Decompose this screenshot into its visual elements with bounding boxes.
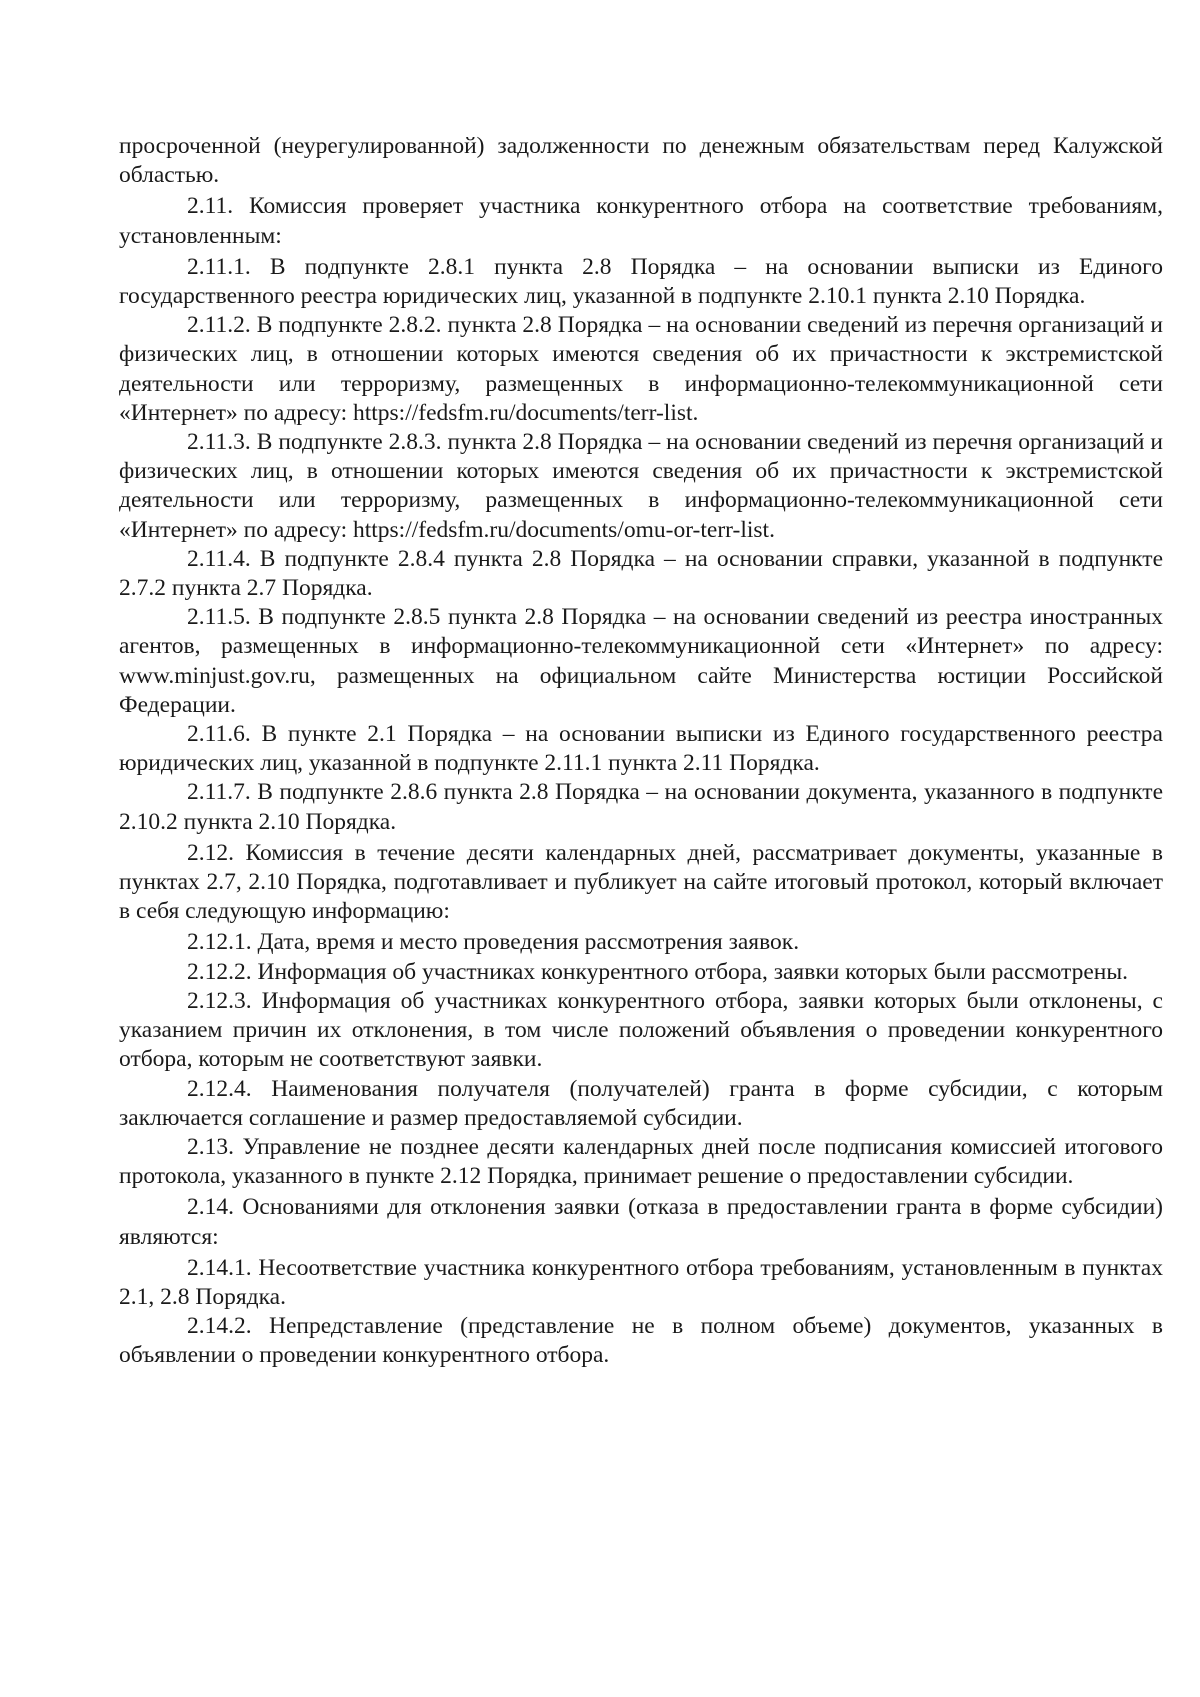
paragraph-2-11-5: 2.11.5. В подпункте 2.8.5 пункта 2.8 Порядка – на основании сведений из реестра иностранных агентов, размещенных в информационно-телекоммуникационной сети «Интернет» по адресу: www.minjust.gov.ru, размещенных на официальном сайте Министерства юстиции Российской Федерации. <box>119 604 1163 718</box>
paragraph-continuation: просроченной (неурегулированной) задолженности по денежным обязательствам перед Калужской областью. <box>119 133 1163 189</box>
paragraph-2-11-6: 2.11.6. В пункте 2.1 Порядка – на основании выписки из Единого государственного реестра юридических лиц, указанной в подпункте 2.11.1 пункта 2.11 Порядка. <box>119 721 1163 777</box>
paragraph-2-11: 2.11. Комиссия проверяет участника конкурентного отбора на соответствие требованиям, установленным: <box>119 193 1163 249</box>
paragraph-2-13: 2.13. Управление не позднее десяти календарных дней после подписания комиссией итогового протокола, указанного в пункте 2.12 Порядка, принимает решение о предоставлении субсидии. <box>119 1133 1163 1190</box>
paragraph-2-11-7: 2.11.7. В подпункте 2.8.6 пункта 2.8 Порядка – на основании документа, указанного в подпункте 2.10.2 пункта 2.10 Порядка. <box>119 779 1163 835</box>
paragraph-2-11-1: 2.11.1. В подпункте 2.8.1 пункта 2.8 Порядка – на основании выписки из Единого государственного реестра юридических лиц, указанной в подпункте 2.10.1 пункта 2.10 Порядка. <box>119 253 1163 310</box>
paragraph-2-14-2: 2.14.2. Непредставление (представление не в полном объеме) документов, указанных в объявлении о проведении конкурентного отбора. <box>119 1313 1163 1369</box>
paragraph-2-12-1: 2.12.1. Дата, время и место проведения рассмотрения заявок. <box>187 929 800 956</box>
paragraph-2-11-4: 2.11.4. В подпункте 2.8.4 пункта 2.8 Порядка – на основании справки, указанной в подпункте 2.7.2 пункта 2.7 Порядка. <box>119 545 1163 602</box>
paragraph-2-12-2: 2.12.2. Информация об участниках конкурентного отбора, заявки которых были рассмотрены. <box>187 958 1128 985</box>
paragraph-2-12-4: 2.12.4. Наименования получателя (получателей) гранта в форме субсидии, с которым заключается соглашение и размер предоставляемой субсидии. <box>119 1075 1163 1131</box>
paragraph-2-11-3: 2.11.3. В подпункте 2.8.3. пункта 2.8 Порядка – на основании сведений из перечня организаций и физических лиц, в отношении которых имеются сведения об их причастности к экстремистской деятельности или терроризму, размещенных в информационно-телекоммуникационной сети «Интернет» по адресу: https://fedsfm.ru/documents/omu-or-terr-list. <box>119 429 1163 543</box>
paragraph-2-14-1: 2.14.1. Несоответствие участника конкурентного отбора требованиям, установленным в пунктах 2.1, 2.8 Порядка. <box>119 1254 1163 1310</box>
paragraph-2-12-3: 2.12.3. Информация об участниках конкурентного отбора, заявки которых были отклонены, с указанием причин их отклонения, в том числе положений объявления о проведении конкурентного отбора, которым не соответствуют заявки. <box>119 987 1163 1073</box>
paragraph-2-12: 2.12. Комиссия в течение десяти календарных дней, рассматривает документы, указанные в пунктах 2.7, 2.10 Порядка, подготавливает и публикует на сайте итоговый протокол, который включает в себя следующую информацию: <box>119 839 1163 925</box>
paragraph-2-11-2: 2.11.2. В подпункте 2.8.2. пункта 2.8 Порядка – на основании сведений из перечня организаций и физических лиц, в отношении которых имеются сведения об их причастности к экстремистской деятельности или терроризму, размещенных в информационно-телекоммуникационной сети «Интернет» по адресу: https://fedsfm.ru/documents/terr-list. <box>119 312 1163 426</box>
document-body <box>119 132 1163 1371</box>
paragraph-2-14: 2.14. Основаниями для отклонения заявки (отказа в предоставлении гранта в форме субсидии) являются: <box>119 1194 1163 1250</box>
